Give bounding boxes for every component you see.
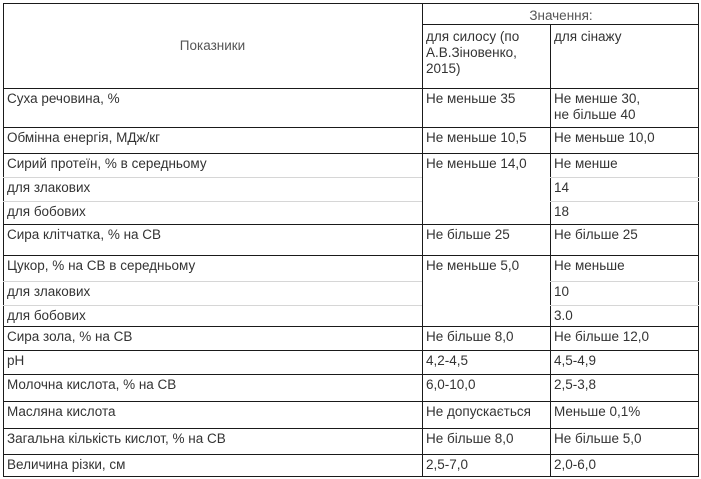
row-haylage: 10 [554, 284, 570, 299]
row-name: pH [7, 353, 25, 368]
row-haylage: 2,0-6,0 [554, 457, 597, 472]
row-name: Молочна кислота, % на СВ [7, 377, 177, 392]
row-haylage: 4,5-4,9 [554, 353, 597, 368]
header-silage: для силосу (по А.В.Зіновенко, 2015) [426, 29, 520, 76]
row-name: для злакових [7, 284, 91, 299]
row-silage: Не меньше 5,0 [426, 258, 520, 273]
row-haylage: 3.0 [554, 308, 573, 323]
row-divider [3, 454, 699, 455]
table-border [3, 3, 699, 4]
row-divider [3, 201, 422, 202]
row-silage: Не більше 25 [426, 227, 510, 242]
row-divider [3, 127, 699, 128]
row-name: Сира клітчатка, % на СВ [7, 227, 162, 242]
row-haylage: Меньше 0,1% [554, 404, 641, 419]
row-haylage: 18 [554, 204, 570, 219]
row-silage: 4,2-4,5 [426, 353, 469, 368]
row-name: Суха речовина, % [7, 91, 120, 106]
row-silage: Не меньше 14,0 [426, 156, 527, 171]
row-divider [550, 201, 699, 202]
row-divider [3, 428, 699, 429]
row-divider [3, 153, 699, 154]
row-divider [3, 281, 422, 282]
row-silage: Не більше 8,0 [426, 329, 514, 344]
row-name: Масляна кислота [7, 404, 116, 419]
header-indicators: Показники [179, 37, 246, 53]
table-border [3, 3, 4, 477]
row-divider [422, 24, 699, 25]
row-silage: Не меньше 35 [426, 91, 516, 106]
header-haylage: для сінажу [554, 29, 622, 44]
row-silage: 2,5-7,0 [426, 457, 469, 472]
row-haylage: Не більше 12,0 [554, 329, 650, 344]
row-name: для бобових [7, 204, 86, 219]
row-divider [3, 305, 422, 306]
row-haylage: Не більше 5,0 [554, 431, 642, 446]
row-haylage: Не менше 30, не більше 40 [554, 91, 641, 122]
row-silage: Не допускається [426, 404, 531, 419]
row-silage [422, 177, 550, 201]
row-name: Сира зола, % на СВ [7, 329, 133, 344]
row-name: Цукор, % на СВ в середньому [7, 258, 196, 273]
row-name: Загальна кількість кислот, % на СВ [7, 431, 226, 446]
row-divider [3, 255, 699, 256]
row-divider [550, 281, 699, 282]
row-divider [3, 350, 699, 351]
row-name: Сирий протеїн, % в середньому [7, 156, 207, 171]
column-divider [422, 3, 423, 477]
row-name: для бобових [7, 308, 86, 323]
row-haylage: 14 [554, 180, 570, 195]
row-silage [422, 281, 550, 305]
row-divider [3, 88, 699, 89]
row-silage [422, 201, 550, 224]
table-border [698, 3, 699, 477]
row-silage: Не більше 8,0 [426, 431, 514, 446]
row-divider [550, 305, 699, 306]
row-divider [3, 374, 699, 375]
column-divider [550, 24, 551, 477]
row-divider [3, 177, 422, 178]
row-name: Величина різки, см [7, 457, 126, 472]
row-silage: 6,0-10,0 [426, 377, 476, 392]
row-silage [422, 305, 550, 326]
row-divider [3, 224, 699, 225]
row-haylage: Не менше [554, 156, 618, 171]
row-haylage: Не меньше 10,0 [554, 130, 655, 145]
row-name: Обмінна енергія, МДж/кг [7, 130, 161, 145]
table-border [3, 476, 699, 477]
header-values: Значення: [529, 8, 593, 23]
row-haylage: 2,5-3,8 [554, 377, 597, 392]
row-divider [550, 177, 699, 178]
row-name: для злакових [7, 180, 91, 195]
row-divider [3, 326, 699, 327]
row-divider [3, 401, 699, 402]
row-haylage: Не меньше [554, 258, 625, 273]
row-silage: Не меньше 10,5 [426, 130, 527, 145]
feed-quality-table [3, 3, 699, 477]
row-haylage: Не більше 25 [554, 227, 638, 242]
